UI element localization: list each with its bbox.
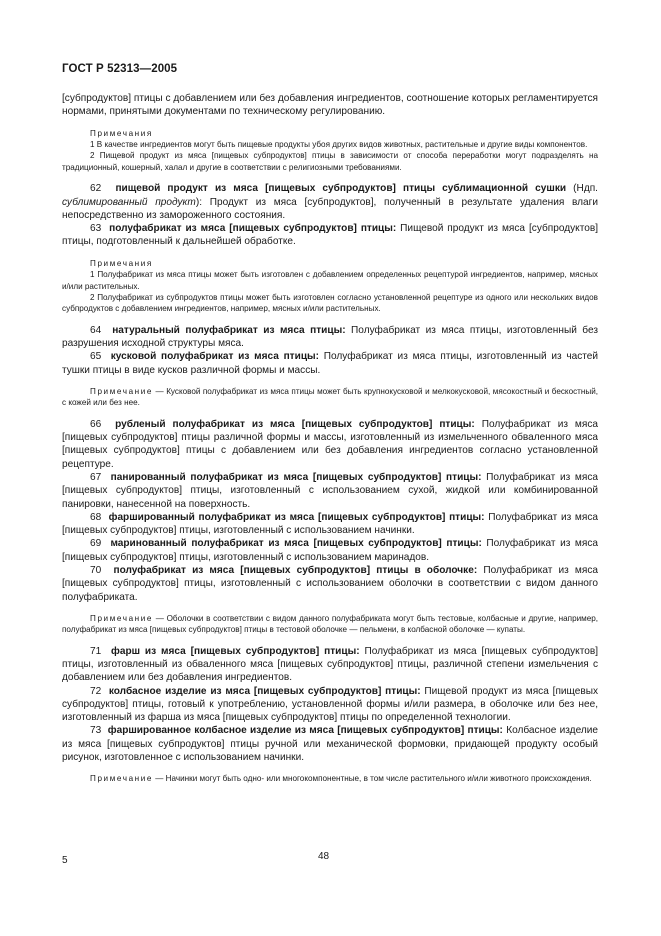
term-65 xyxy=(62,350,598,377)
note-70: Примечание — Оболочки в соответствии с видом данного полуфабриката могут быть тестовые, колбасные и другие, например, полуфабрикат из мяса [пищевых субпродуктов] птицы в тестовой оболочке — пельмени, в колбасной оболочке — купаты. xyxy=(62,613,599,635)
term-definition: Колбасное изделие из мяса [пищевых субпродуктов] птицы ручной или механической формовки, придающей продукту особый рисунок, изготовленное с использованием начинки. xyxy=(62,725,598,764)
term-71 xyxy=(62,645,598,685)
term-62: 62 пищевой продукт из мяса [пищевых субпродуктов] птицы сублимационной сушки (Ндп. сублимированный продукт): Продукт из мяса [субпродуктов], полученный в результате удаления влаги непосредственно из замороженного состояния. xyxy=(62,183,598,221)
term-title: фаршированный полуфабрикат из мяса [пищевых субпродуктов] птицы: xyxy=(108,511,485,523)
note-item: 2 Полуфабрикат из субпродуктов птицы может быть изготовлен согласно установленной рецептуре из одного или нескольких видов субпродуктов с добавлением ингредиентов, например, мясных и/или растительных. xyxy=(62,292,598,314)
term-66 xyxy=(62,418,598,471)
term-number: 71 xyxy=(90,645,102,657)
page-number: 48 xyxy=(318,851,330,862)
term-number: 63 xyxy=(90,223,102,235)
term-title: колбасное изделие из мяса [пищевых субпродуктов] птицы: xyxy=(108,685,421,697)
term-title: фарш из мяса [пищевых субпродуктов] птицы: xyxy=(111,645,360,657)
term-definition: Полуфабрикат из мяса [пищевых субпродуктов] птицы, изготовленный с использованием маринадов. xyxy=(62,538,599,563)
term-title: маринованный полуфабрикат из мяса [пищевых субпродуктов] птицы: xyxy=(110,538,482,550)
footer-left-number: 5 xyxy=(62,855,68,866)
term-number: 68 xyxy=(90,511,102,523)
term-title: полуфабрикат из мяса [пищевых субпродуктов] птицы в оболочке: xyxy=(113,565,478,576)
deprecated-synonym: сублимированный продукт xyxy=(62,196,196,208)
notes-heading: Примечания xyxy=(90,128,153,138)
term-definition: Полуфабрикат из мяса [пищевых субпродуктов] птицы, изготовленный с использованием сухой, жидкой или комбинированной панировки, нанесенной на поверхность. xyxy=(62,471,598,510)
term-number: 64 xyxy=(90,324,102,336)
term-title: натуральный полуфабрикат из мяса птицы: xyxy=(112,324,346,336)
term-number: 69 xyxy=(90,538,102,550)
term-73 xyxy=(62,724,598,764)
note-label: Примечание xyxy=(90,774,154,784)
term-definition: Полуфабрикат из мяса птицы, изготовленный из частей тушки птицы в виде кусков различной формы и массы. xyxy=(62,351,599,376)
term-definition: Полуфабрикат из мяса [пищевых субпродуктов] птицы, изготовленный с использованием начинки. xyxy=(62,511,598,537)
term-title: рубленый полуфабрикат из мяса [пищевых субпродуктов] птицы: xyxy=(115,418,475,430)
term-64 xyxy=(62,324,598,351)
note-73: Примечание — Начинки могут быть одно- или многокомпонентные, в том числе растительного и/или животного происхождения. xyxy=(90,774,592,784)
term-70 xyxy=(62,564,598,604)
term-title: полуфабрикат из мяса [пищевых субпродуктов] птицы: xyxy=(109,223,397,235)
term-number: 66 xyxy=(90,418,102,430)
term-title: пищевой продукт из мяса [пищевых субпродуктов] птицы сублимационной сушки xyxy=(115,183,567,195)
note-item: 1 В качестве ингредиентов могут быть пищевые продукты убоя других видов животных, растительные и другие виды компонентов. xyxy=(90,140,588,149)
term-definition: Полуфабрикат из мяса [пищевых субпродуктов] птицы различной формы и массы, изготовленный из измельченного обваленного мяса [пищевых субпродуктов] птицы с добавлением или без добавления ингредиентов согласно установленной рецептуре. xyxy=(62,418,598,470)
note-label: Примечание xyxy=(90,613,154,623)
term-definition: Пищевой продукт из мяса [субпродуктов] птицы, подготовленный к дальнейшей обработке. xyxy=(62,223,598,248)
term-title: кусковой полуфабрикат из мяса птицы: xyxy=(110,351,320,363)
term-number: 73 xyxy=(90,725,102,737)
note-item: 1 Полуфабрикат из мяса птицы может быть изготовлен с добавлением определенных рецептурой ингредиентов, например, мясных и/или растительных. xyxy=(62,270,598,291)
term-number: 72 xyxy=(90,685,102,697)
term-number: 67 xyxy=(90,471,102,483)
notes-heading: Примечания xyxy=(90,258,153,268)
term-69 xyxy=(62,537,598,564)
term-definition: Продукт из мяса [субпродуктов], полученный в результате удаления влаги непосредственно из замороженного состояния. xyxy=(62,196,598,221)
term-title: панированный полуфабрикат из мяса [пищевых субпродуктов] птицы: xyxy=(110,471,482,483)
term-67 xyxy=(62,471,598,511)
document-header: ГОСТ Р 52313—2005 xyxy=(62,63,178,75)
term-definition: Пищевой продукт из мяса [пищевых субпродуктов] птицы, готовый к употреблению, установленной формы и/или размера, в оболочке или без нее, изготовленный из фарша из мяса [пищевых субпродуктов] птицы по определенной технологии. xyxy=(62,685,599,724)
document-body xyxy=(62,92,598,785)
term-number: 62 xyxy=(90,183,102,195)
term-68 xyxy=(62,511,598,538)
term-title: фаршированное колбасное изделие из мяса [пищевых субпродуктов] птицы: xyxy=(107,725,503,737)
term-definition: Полуфабрикат из мяса [пищевых субпродуктов] птицы, изготовленный из обваленного мяса [пищевых субпродуктов] птицы, различной степени измельчения с добавлением или без добавления ингредиентов. xyxy=(62,645,598,684)
term-number: 65 xyxy=(90,351,102,363)
note-65: Примечание — Кусковой полуфабрикат из мяса птицы может быть крупнокусковой и мелкокусковой, мясокостный и бескостный, с кожей или без нее. xyxy=(62,386,599,408)
intro-paragraph: [субпродуктов] птицы с добавлением или без добавления ингредиентов, соотношение которых регламентируется нормами, принятыми документами по техническому регулированию. xyxy=(62,93,598,118)
term-definition: Полуфабрикат из мяса [пищевых субпродуктов] птицы, изготовленный с использованием оболочки в соответствии с видом данного полуфабриката. xyxy=(62,565,598,603)
term-definition: Полуфабрикат из мяса птицы, изготовленный без разрушения исходной структуры мяса. xyxy=(62,324,598,350)
term-72 xyxy=(62,685,598,725)
term-63 xyxy=(62,222,598,249)
note-label: Примечание xyxy=(90,386,154,396)
term-number: 70 xyxy=(90,565,102,576)
note-item: 2 Пищевой продукт из мяса [пищевых субпродуктов] птицы в зависимости от способа переработки могут подразделять на традиционный, кошерный, халал и другие в соответствии с религиозными требованиями. xyxy=(62,151,598,172)
